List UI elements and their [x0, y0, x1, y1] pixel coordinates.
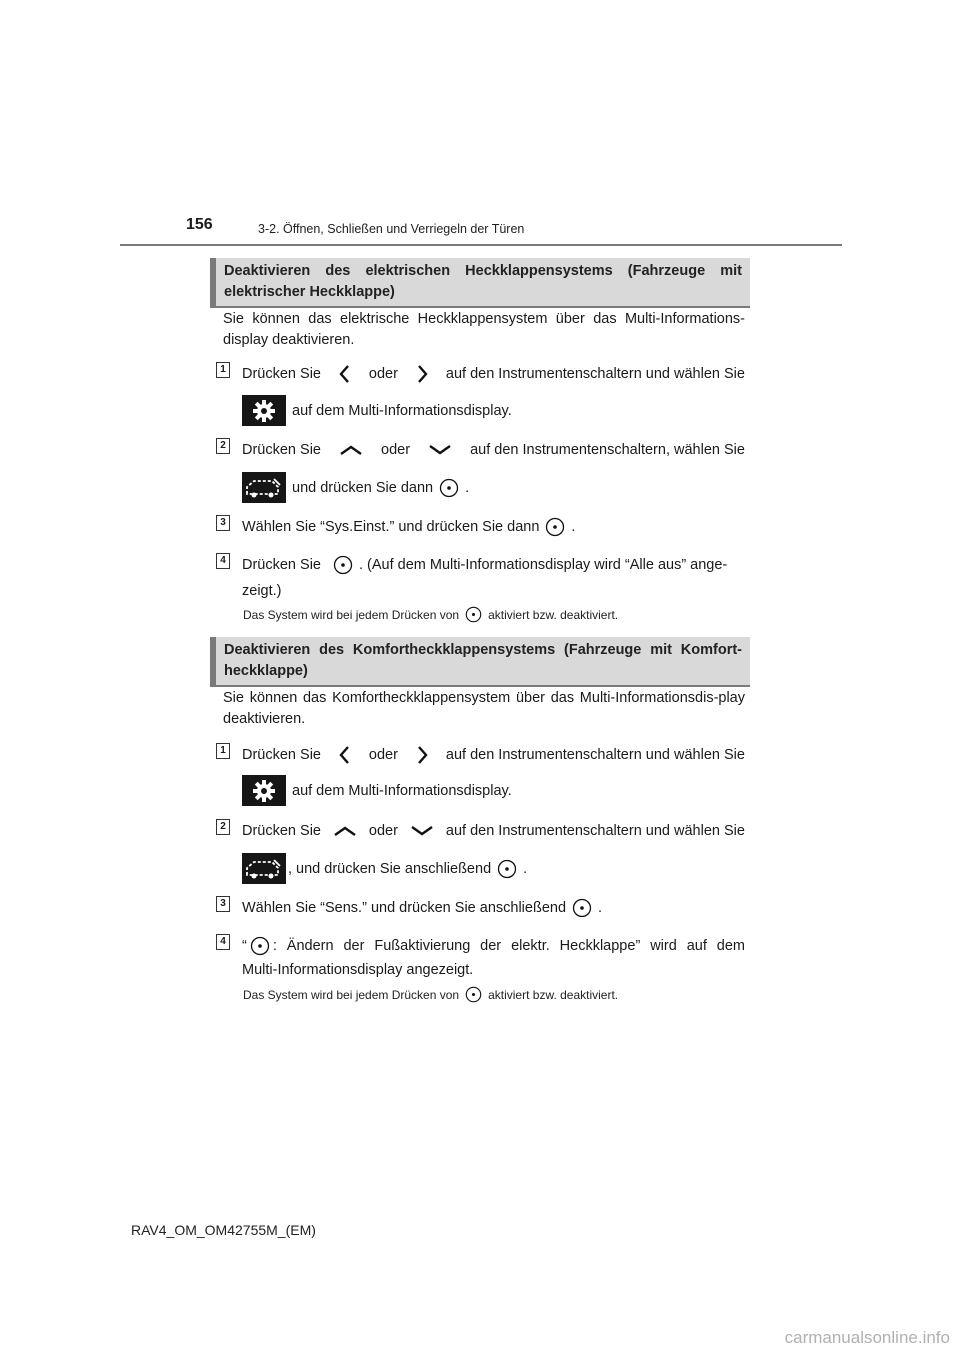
- step-number: 4: [216, 934, 230, 950]
- watermark: carmanualsonline.info: [784, 1328, 950, 1347]
- note-text: Das System wird bei jedem Drücken von: [243, 607, 460, 622]
- vehicle-settings-icon: [242, 472, 286, 503]
- step-text: “: [242, 938, 247, 954]
- note-text: aktiviert bzw. deaktiviert.: [488, 987, 619, 1002]
- up-chevron-icon: [338, 444, 364, 456]
- step-text: oder: [368, 366, 398, 382]
- header-rule: [120, 244, 842, 246]
- step-text: auf den Instrumentenschaltern, wählen Sie: [470, 442, 745, 458]
- step-number: 1: [216, 743, 230, 759]
- step-text: Wählen Sie “Sys.Einst.” und drücken Sie dann: [242, 519, 540, 535]
- section-heading-power-tailgate: Deaktivieren des elektrischen Heckklappensystems (Fahrzeuge mit elektrischer Heckklappe): [210, 258, 750, 306]
- ok-button-icon: [333, 555, 353, 575]
- step-text: : Ändern der Fußaktivierung der elektr. Heckklappe” wird auf dem: [272, 938, 745, 954]
- step-text: oder: [368, 823, 398, 839]
- step-text: Drücken Sie: [242, 442, 321, 458]
- ok-button-icon: [465, 606, 482, 623]
- down-chevron-icon: [409, 825, 435, 837]
- left-arrow-icon: [335, 363, 355, 385]
- note-text: aktiviert bzw. deaktiviert.: [488, 607, 619, 622]
- left-arrow-icon: [335, 744, 355, 766]
- note: [243, 606, 618, 623]
- gear-icon: [242, 775, 286, 806]
- ok-button-icon: [465, 986, 482, 1003]
- step-number: 3: [216, 896, 230, 912]
- section-intro: Sie können das elektrische Heckklappensystem über das Multi-Informations-display deaktivieren.: [223, 311, 745, 348]
- step-number: 1: [216, 362, 230, 378]
- step-text: Wählen Sie “Sens.” und drücken Sie anschließend: [242, 900, 567, 916]
- step-text: Drücken Sie: [242, 823, 321, 839]
- section-heading-comfort-tailgate: Deaktivieren des Komfortheckklappensystems (Fahrzeuge mit Komfort-heckklappe): [210, 637, 750, 685]
- step-text: und drücken Sie dann: [292, 479, 434, 496]
- step-text: oder: [381, 442, 411, 458]
- step-number: 2: [216, 819, 230, 835]
- document-code: RAV4_OM_OM42755M_(EM): [131, 1222, 316, 1238]
- step-text: .: [571, 519, 576, 535]
- step-text: auf dem Multi-Informationsdisplay.: [292, 402, 512, 419]
- step-number: 3: [216, 515, 230, 531]
- step-number: 4: [216, 553, 230, 569]
- step-text: . (Auf dem Multi-Informationsdisplay wird “Alle aus” ange-: [358, 557, 728, 573]
- step-number: 2: [216, 438, 230, 454]
- gear-icon: [242, 395, 286, 426]
- vehicle-settings-icon: [242, 853, 286, 884]
- step-text: .: [465, 479, 470, 496]
- step-text: Drücken Sie: [242, 557, 321, 573]
- ok-button-icon: [572, 898, 592, 918]
- page-number: 156: [186, 216, 213, 233]
- step-text: oder: [368, 747, 398, 763]
- right-arrow-icon: [412, 744, 432, 766]
- step-text: auf den Instrumentenschaltern und wählen Sie: [445, 747, 745, 763]
- section-intro: Sie können das Komfortheckklappensystem über das Multi-Informationsdis-play deaktivieren.: [223, 690, 745, 727]
- step-text: , und drücken Sie anschließend: [288, 860, 492, 877]
- ok-button-icon: [439, 478, 459, 498]
- up-chevron-icon: [332, 825, 358, 837]
- chapter-title: 3-2. Öffnen, Schließen und Verriegeln der Türen: [258, 222, 525, 236]
- step-text: auf dem Multi-Informationsdisplay.: [292, 782, 512, 799]
- ok-button-icon: [545, 517, 565, 537]
- note: [243, 986, 618, 1003]
- right-arrow-icon: [412, 363, 432, 385]
- step-text: Drücken Sie: [242, 747, 321, 763]
- step-text: Multi-Informationsdisplay angezeigt.: [242, 962, 474, 978]
- down-chevron-icon: [427, 444, 453, 456]
- step-text: Drücken Sie: [242, 366, 321, 382]
- step-text: auf den Instrumentenschaltern und wählen Sie: [445, 823, 745, 839]
- step-text: auf den Instrumentenschaltern und wählen Sie: [445, 366, 745, 382]
- ok-button-icon: [250, 936, 270, 956]
- step-text: .: [598, 900, 603, 916]
- ok-button-icon: [497, 859, 517, 879]
- note-text: Das System wird bei jedem Drücken von: [243, 987, 460, 1002]
- step-text: zeigt.): [242, 583, 282, 599]
- step-text: .: [523, 860, 528, 877]
